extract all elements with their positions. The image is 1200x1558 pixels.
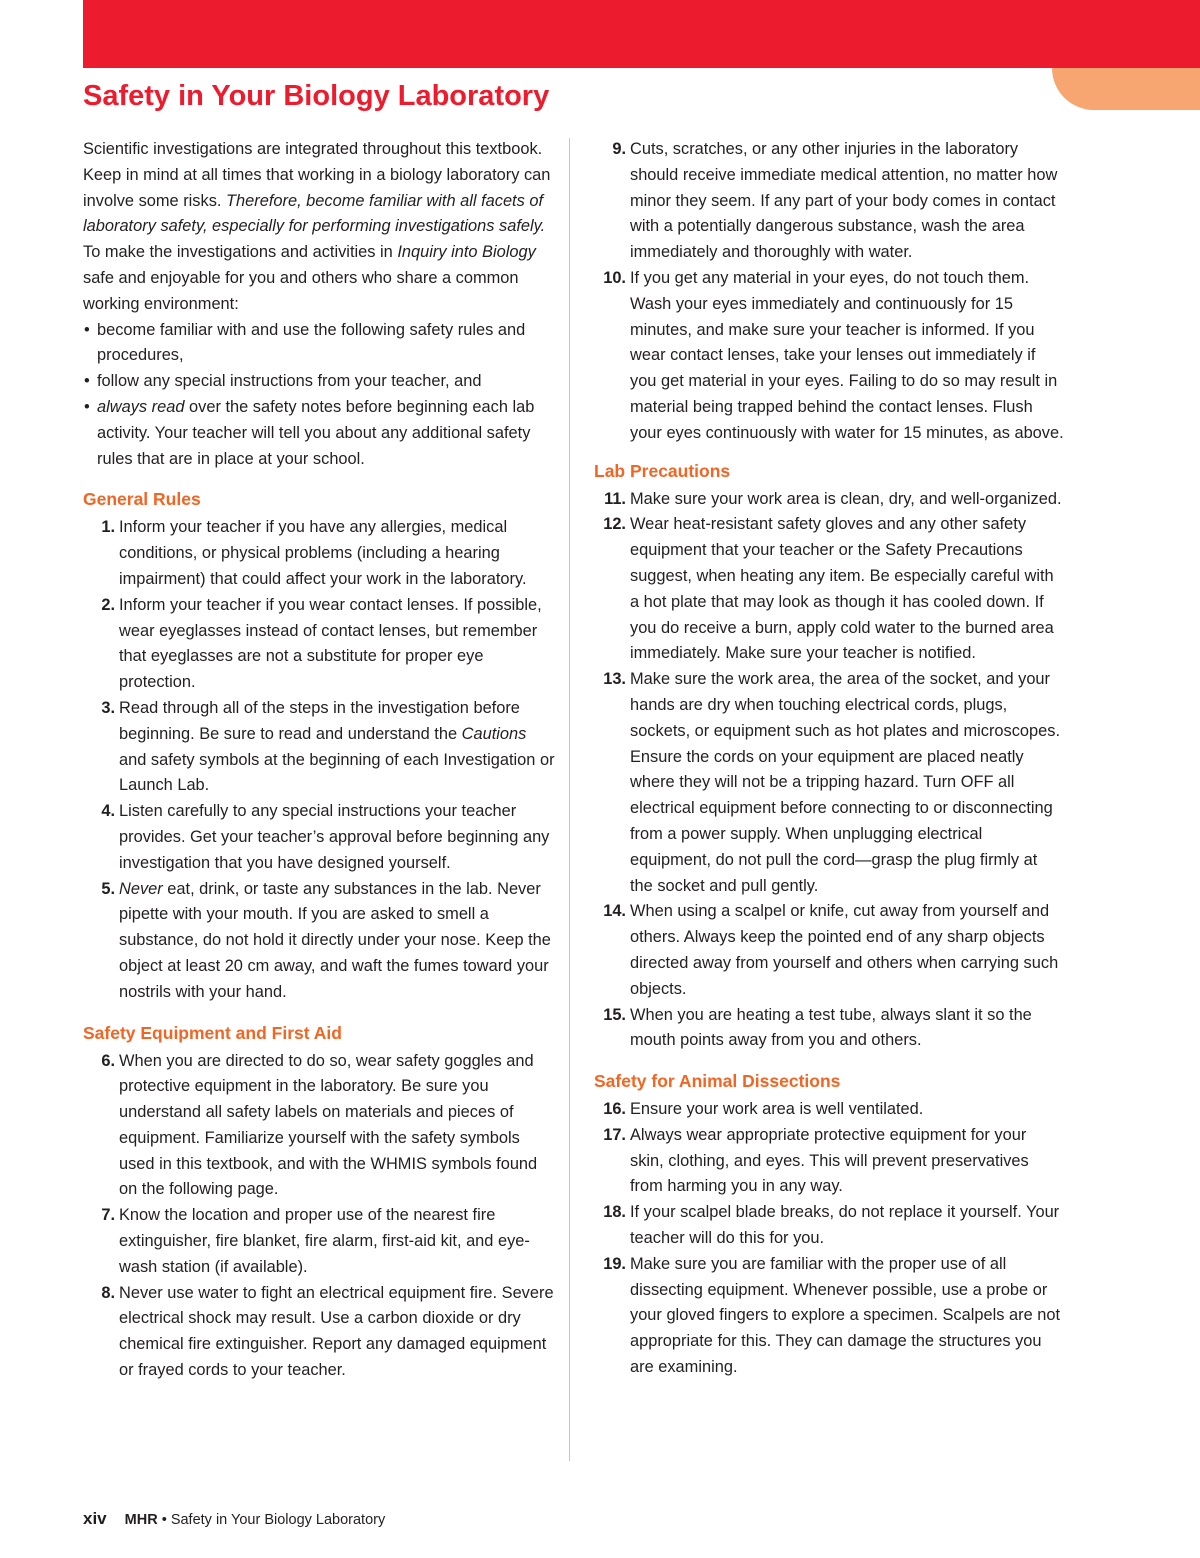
rule-item: 5. Never eat, drink, or taste any substances in the lab. Never pipette with your mouth. If you are asked to smell a substance, do not hold it directly under your nose. Keep the object at least 20 cm away, and waft the fumes toward your nostrils with your hand. — [101, 879, 551, 1001]
rule-item: 18. If your scalpel blade breaks, do not replace it yourself. Your teacher will do this for you. — [603, 1203, 1060, 1248]
running-title: Safety in Your Biology Laboratory — [170, 1512, 386, 1528]
publisher-mark: MHR — [124, 1512, 158, 1528]
rule-item: 16. Ensure your work area is well ventilated. — [603, 1100, 924, 1119]
rule-item: 12. Wear heat-resistant safety gloves and any other safety equipment that your teacher or the Safety Precautions suggest, when heating any item. Be especially careful with a hot plate that may look as though it has cooled down. If you do receive a burn, apply cold water to the burned area immediately. Make sure your teacher is notified. — [603, 515, 1054, 663]
section-heading-safety-equipment: Safety Equipment and First Aid — [83, 1022, 342, 1043]
section-heading-general-rules: General Rules — [83, 489, 201, 510]
rule-item: 4. Listen carefully to any special instructions your teacher provides. Get your teacher’s approval before beginning any investigation that you have designed yourself. — [101, 802, 550, 872]
equipment-rules-list-continued — [594, 137, 1064, 447]
footer-separator: • — [157, 1512, 171, 1528]
rule-item: 13. Make sure the work area, the area of the socket, and your hands are dry when touching electrical cords, plugs, sockets, or equipment such as hot plates and microscopes. Ensure the cords on your equipment are placed neatly where they will not be a tripping hazard. Turn OFF all electrical equipment before connecting to or disconnecting from a power supply. When unplugging electrical equipment, do not pull the cord—grasp the plug firmly at the socket and pull gently. — [603, 670, 1061, 895]
corner-tab — [1052, 68, 1200, 110]
rule-item: 14. When using a scalpel or knife, cut away from yourself and others. Always keep the pointed end of any sharp objects directed away from yourself and others when carrying such objects. — [603, 902, 1059, 998]
list-item: • follow any special instructions from your teacher, and — [83, 369, 557, 395]
equipment-rules-list — [83, 1049, 557, 1384]
precautions-list — [594, 487, 1064, 1055]
list-item: • become familiar with and use the following safety rules and procedures, — [83, 318, 557, 370]
intro-bullet-list — [83, 318, 557, 473]
list-item: • always read over the safety notes before beginning each lab activity. Your teacher will tell you about any additional safety rules that are in place at your school. — [83, 395, 557, 472]
general-rules-list — [83, 515, 557, 1005]
rule-item: 1. Inform your teacher if you have any allergies, medical conditions, or physical problems (including a hearing impairment) that could affect your work in the laboratory. — [101, 518, 527, 588]
rule-item: 17. Always wear appropriate protective equipment for your skin, clothing, and eyes. This will prevent preservatives from harming you in any way. — [603, 1125, 1029, 1196]
section-heading-animal-dissections: Safety for Animal Dissections — [594, 1071, 841, 1092]
page-number: xiv — [83, 1509, 107, 1528]
top-color-band — [83, 0, 1200, 68]
rule-item: 19. Make sure you are familiar with the proper use of all dissecting equipment. Whenever possible, use a probe or your gloved fingers to explore a specimen. Scalpels are not appropriate for this. They can damage the structures you are examining. — [603, 1254, 1061, 1377]
rule-item: 3. Read through all of the steps in the investigation before beginning. Be sure to read and understand the Cautions and safety symbols at the beginning of each Investigation or Launch Lab. — [101, 698, 555, 795]
section-heading-lab-precautions: Lab Precautions — [594, 460, 731, 481]
rule-item: 7. Know the location and proper use of the nearest fire extinguisher, fire blanket, fire alarm, first-aid kit, and eye-wash station (if available). — [101, 1206, 530, 1276]
rule-item: 2. Inform your teacher if you wear contact lenses. If possible, wear eyeglasses instead of contact lenses, but remember that eyeglasses are not a substitute for proper eye protection. — [101, 595, 542, 692]
rule-item: 6. When you are directed to do so, wear safety goggles and protective equipment in the laboratory. Be sure you understand all safety labels on materials and pieces of equipment. Familiarize yourself with the safety symbols used in this textbook, and with the WHMIS symbols found on the following page. — [101, 1051, 538, 1199]
column-divider — [569, 138, 570, 1461]
left-column — [83, 137, 557, 1384]
intro-paragraph: Scientific investigations are integrated throughout this textbook. Keep in mind at all times that working in a biology laboratory can involve some risks. Therefore, become familiar with all facets of laboratory safety, especially for performing investigations safely. To make the investigations and activities in Inquiry into Biology safe and enjoyable for you and others who share a common working environment: — [83, 140, 551, 313]
rule-item: 8. Never use water to fight an electrical equipment fire. Severe electrical shock may result. Use a carbon dioxide or dry chemical fire extinguisher. Report any damaged equipment or frayed cords to your teacher. — [101, 1283, 554, 1380]
rule-item: 11. Make sure your work area is clean, dry, and well-organized. — [604, 489, 1062, 508]
rule-item: 15. When you are heating a test tube, always slant it so the mouth points away from you and others. — [603, 1005, 1032, 1050]
page-title: Safety in Your Biology Laboratory — [83, 80, 550, 112]
right-column — [594, 137, 1064, 1381]
rule-item: 9. Cuts, scratches, or any other injuries in the laboratory should receive immediate medical attention, no matter how minor they seem. If any part of your body comes in contact with a potentially dangerous substance, wash the area immediately and thoroughly with water. — [612, 140, 1058, 262]
rule-item: 10. If you get any material in your eyes, do not touch them. Wash your eyes immediately and continuously for 15 minutes, and make sure your teacher is informed. If you wear contact lenses, take your lenses out immediately if you get material in your eyes. Failing to do so may result in material being trapped behind the contact lenses. Flush your eyes continuously with water for 15 minutes, as above. — [603, 268, 1064, 442]
dissection-list — [594, 1097, 1064, 1381]
page-footer — [83, 1509, 385, 1529]
